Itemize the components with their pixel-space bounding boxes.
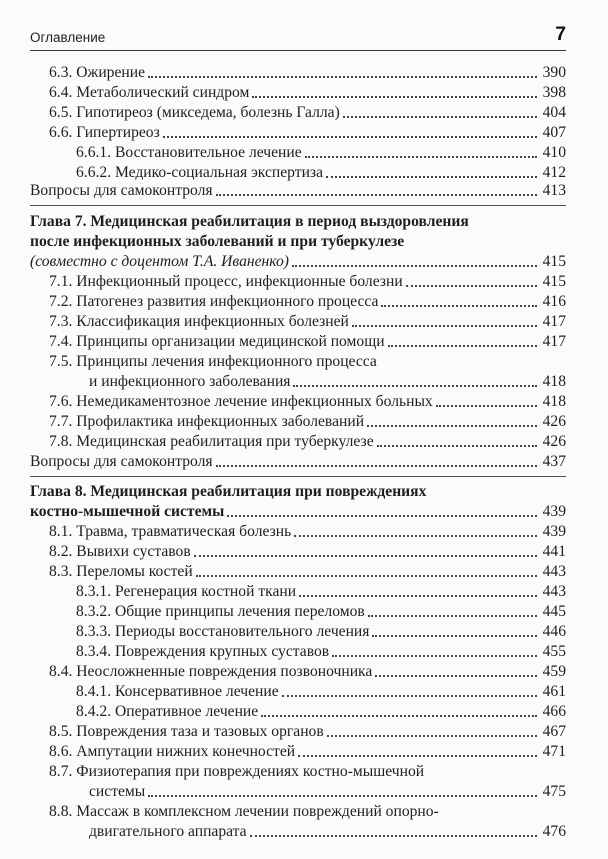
toc-entry[interactable]: 7.6. Немедикаментозное лечение инфекционных больных 418 — [49, 393, 566, 410]
toc-entry[interactable]: 7.1. Инфекционный процесс, инфекционные болезни 415 — [49, 273, 566, 290]
toc-entry[interactable]: 8.3.1. Регенерация костной ткани 443 — [76, 583, 566, 600]
toc-entry[interactable]: 8.3.2. Общие принципы лечения переломов 445 — [76, 603, 566, 620]
toc-entry[interactable]: Вопросы для самоконтроля 413 — [30, 182, 566, 199]
toc-entry[interactable]: 8.1. Травма, травматическая болезнь 439 — [49, 523, 566, 540]
toc-entry[interactable]: 8.4.1. Консервативное лечение 461 — [76, 683, 566, 700]
toc-entry[interactable]: 6.5. Гипотиреоз (микседема, болезнь Галла) 404 — [49, 104, 566, 121]
toc-entry-line[interactable]: 7.5. Принципы лечения инфекционного процесса — [49, 353, 377, 370]
divider — [30, 476, 566, 477]
toc-entry[interactable]: 8.3. Переломы костей 443 — [49, 563, 566, 580]
toc-entry[interactable]: 8.5. Повреждения таза и тазовых органов 467 — [49, 723, 566, 740]
page-number: 7 — [555, 24, 566, 45]
toc-entry[interactable]: 6.6.2. Медико-социальная экспертиза 412 — [76, 164, 566, 181]
divider — [30, 205, 566, 206]
toc-entry[interactable]: 7.4. Принципы организации медицинской помощи 417 — [49, 333, 566, 350]
toc-entry[interactable]: 8.2. Вывихи суставов 441 — [49, 543, 566, 560]
toc-entry[interactable]: 7.7. Профилактика инфекционных заболеваний 426 — [49, 413, 566, 430]
toc-entry[interactable]: 8.3.3. Периоды восстановительного лечения 446 — [76, 623, 566, 640]
toc-entry[interactable]: 7.8. Медицинская реабилитация при туберкулезе 426 — [49, 433, 566, 450]
toc-entry[interactable]: системы 475 — [89, 783, 566, 800]
toc-entry-line[interactable]: 8.8. Массаж в комплексном лечении повреждений опорно- — [49, 803, 439, 820]
toc-entry[interactable]: 8.3.4. Повреждения крупных суставов 455 — [76, 643, 566, 660]
toc-entry[interactable]: 7.2. Патогенез развития инфекционного процесса 416 — [49, 293, 566, 310]
toc-entry[interactable]: (совместно с доцентом Т.А. Иваненко) 415 — [30, 253, 566, 270]
toc-entry[interactable]: двигательного аппарата 476 — [89, 823, 566, 840]
toc-entry[interactable]: 6.6.1. Восстановительное лечение 410 — [76, 144, 566, 161]
toc-entry[interactable]: 8.4. Неосложненные повреждения позвоночника 459 — [49, 663, 566, 680]
header-title: Оглавление — [30, 30, 106, 45]
toc-entry[interactable]: 6.6. Гипертиреоз 407 — [49, 124, 566, 141]
toc-entry[interactable]: 8.6. Ампутации нижних конечностей 471 — [49, 743, 566, 760]
toc-entry[interactable]: Вопросы для самоконтроля 437 — [30, 453, 566, 470]
toc-entry[interactable]: 8.4.2. Оперативное лечение 466 — [76, 703, 566, 720]
toc-entry[interactable]: 6.3. Ожирение 390 — [49, 64, 566, 81]
chapter-heading[interactable]: Глава 7. Медицинская реабилитация в период выздоровления — [30, 213, 469, 230]
chapter-heading[interactable]: после инфекционных заболеваний и при туберкулезе — [30, 233, 405, 250]
toc-entry[interactable]: 6.4. Метаболический синдром 398 — [49, 84, 566, 101]
toc-entry-line[interactable]: 8.7. Физиотерапия при повреждениях костно-мышечной — [49, 763, 425, 780]
toc-entry[interactable]: и инфекционного заболевания 418 — [89, 373, 566, 390]
running-header — [30, 24, 566, 51]
toc-entry[interactable]: костно-мышечной системы 439 — [30, 503, 566, 520]
chapter-heading[interactable]: Глава 8. Медицинская реабилитация при повреждениях — [30, 483, 427, 500]
toc-entry[interactable]: 7.3. Классификация инфекционных болезней 417 — [49, 313, 566, 330]
